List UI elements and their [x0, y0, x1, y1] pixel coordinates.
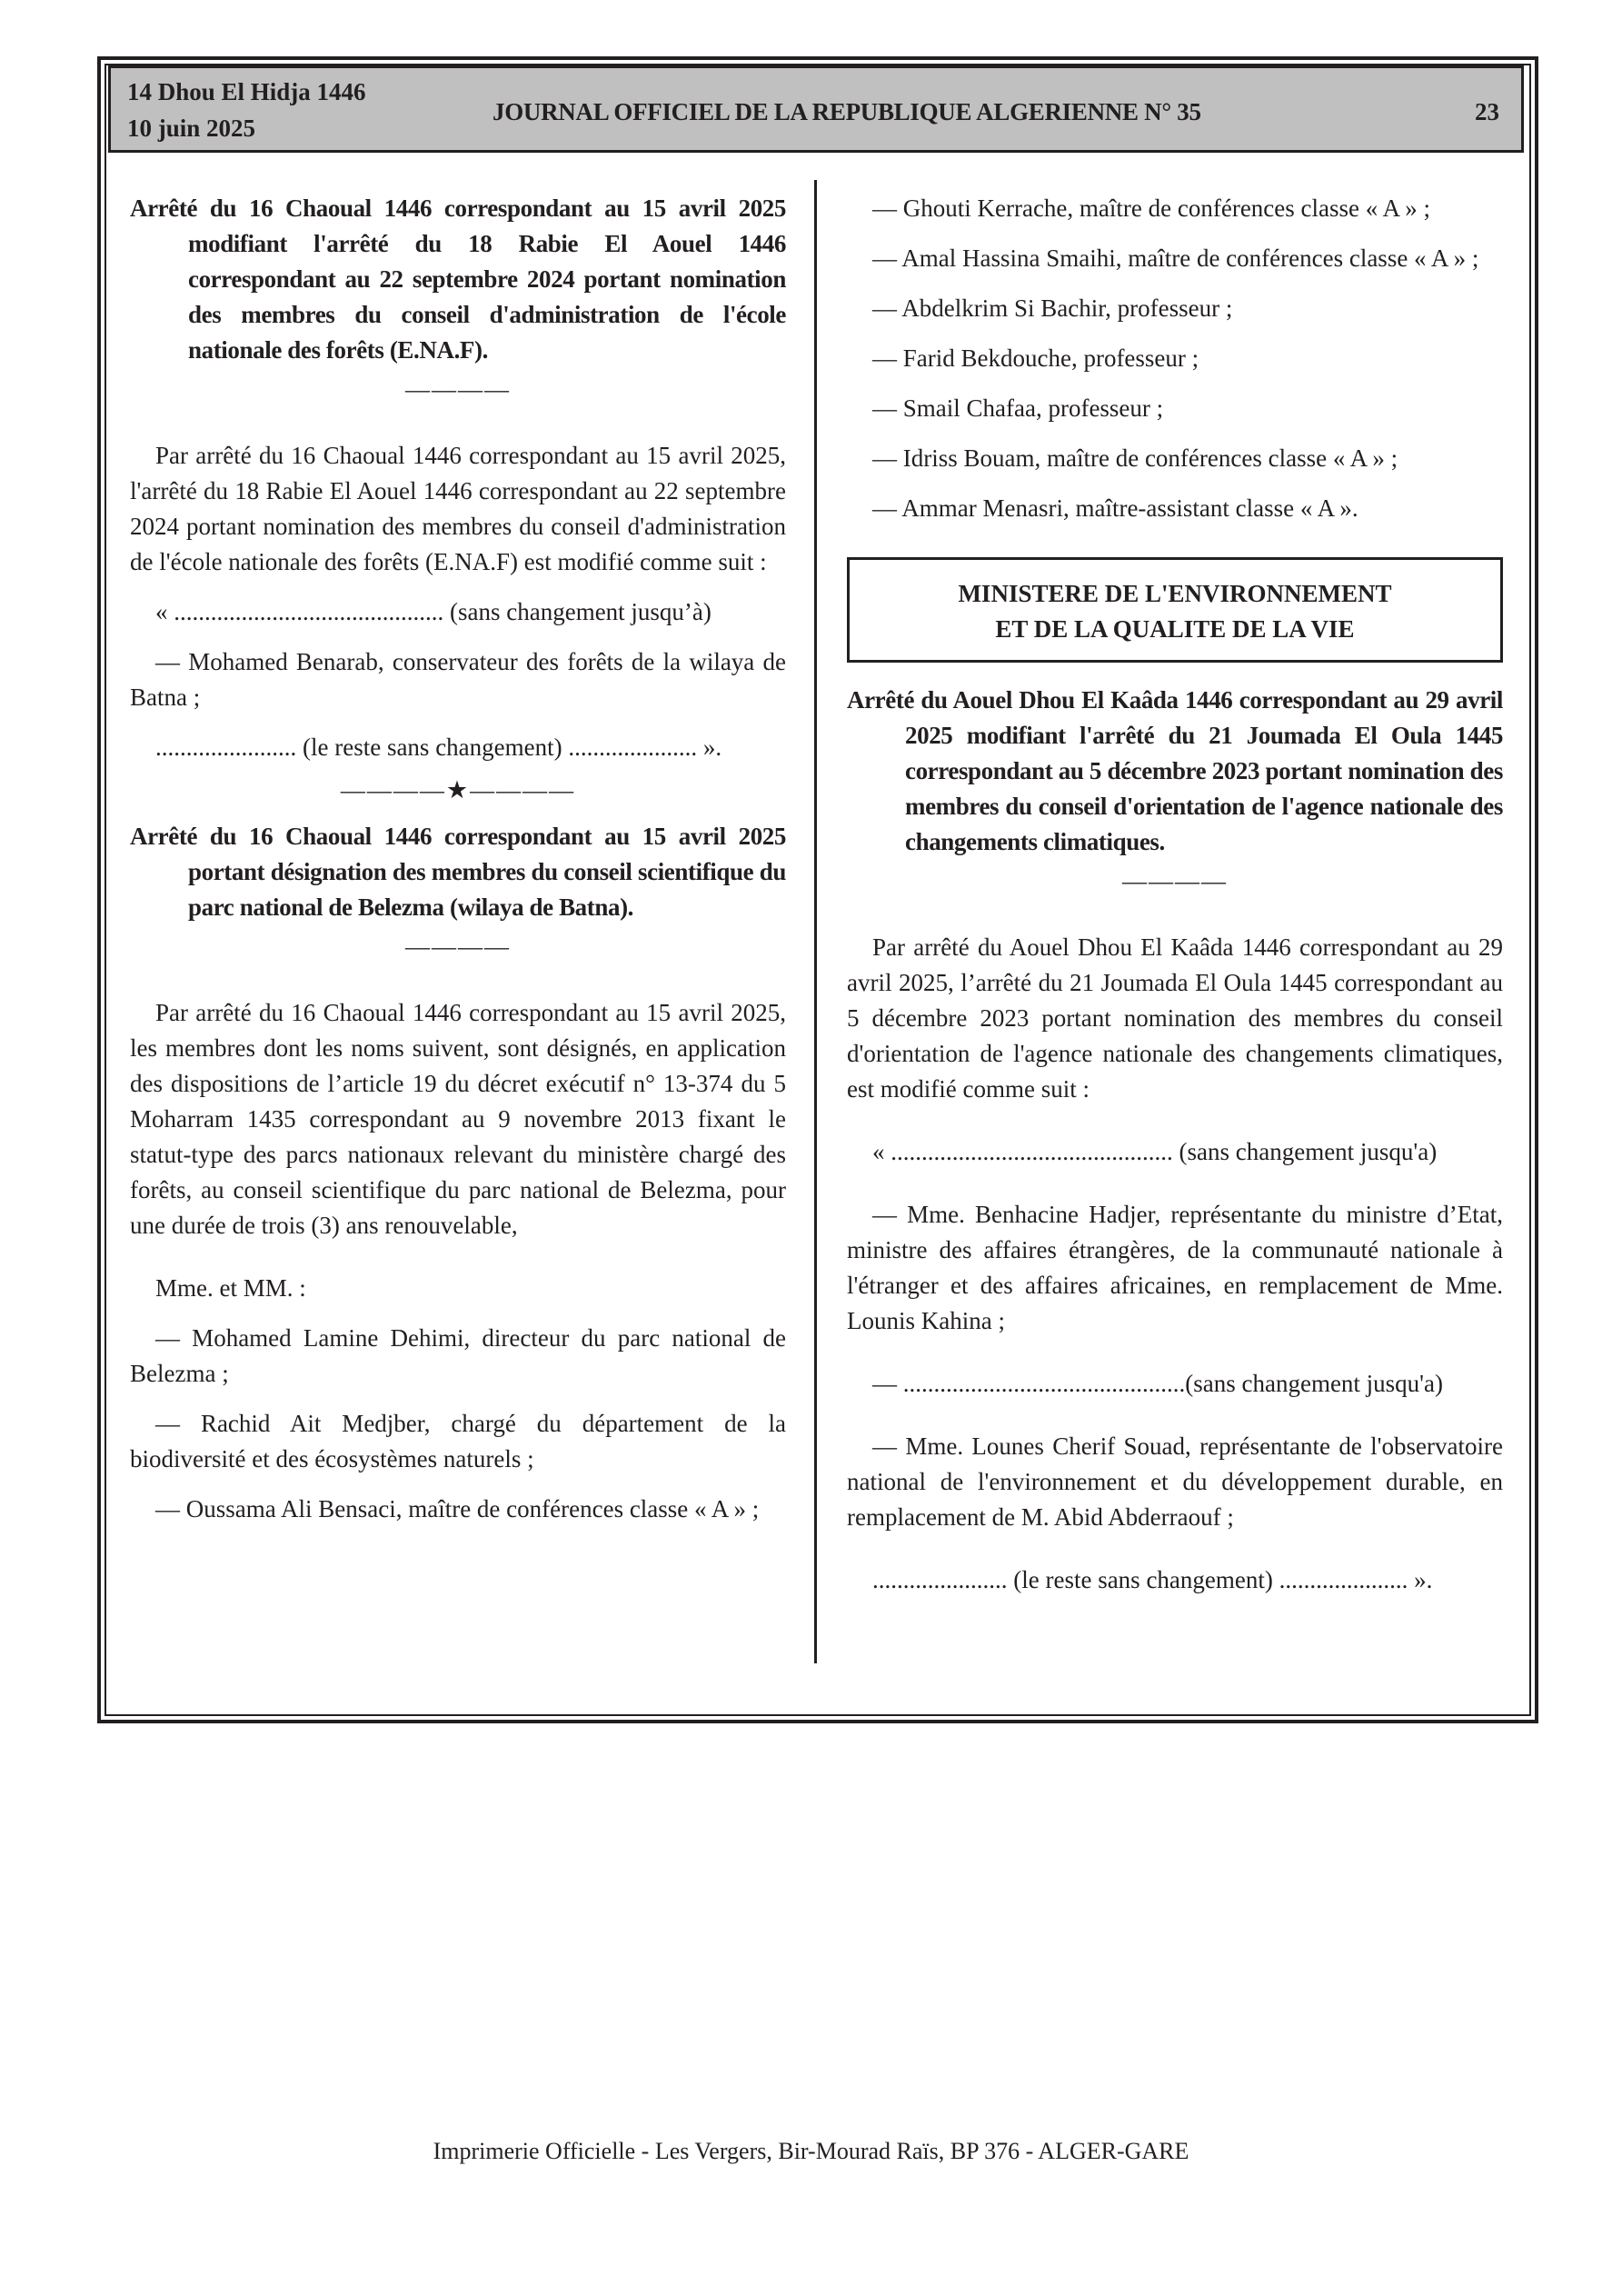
unchanged-line: « ............................................ (sans changement jusqu’à) — [155, 598, 711, 625]
decree-heading: Arrêté du 16 Chaoual 1446 correspondant au 15 avril 2025 modifiant l'arrêté du 18 Rabie El Aouel 1446 correspondant au 22 septembre 2024 portant nomination des membres du conseil d'administration de l'école nationale des forêts (E.NA.F). — [130, 195, 786, 364]
member-item: — Abdelkrim Si Bachir, professeur ; — [872, 294, 1233, 322]
unchanged-line: « .............................................. (sans changement jusqu'a) — [872, 1138, 1438, 1165]
column-divider — [814, 180, 817, 1663]
member-item: — Mme. Lounes Cherif Souad, représentante de l'observatoire national de l'environnement et du développement durable, en remplacement de M. Abid Abderraouf ; — [847, 1433, 1503, 1531]
unchanged-line: — ..............................................(sans changement jusqu'a) — [872, 1370, 1444, 1397]
rest-unchanged-line: ....................... (le reste sans changement) ..................... ». — [155, 734, 722, 761]
hijri-date: 14 Dhou El Hidja 1446 — [127, 78, 366, 105]
decree-heading: Arrêté du 16 Chaoual 1446 correspondant au 15 avril 2025 portant désignation des membres du conseil scientifique du parc national de Belezma (wilaya de Batna). — [130, 823, 786, 921]
member-item: — Ammar Menasri, maître-assistant classe « A ». — [872, 494, 1358, 522]
member-item: — Rachid Ait Medjber, chargé du département de la biodiversité et des écosystèmes naturels ; — [130, 1410, 786, 1472]
star-separator: ————★———— — [340, 776, 576, 804]
paragraph: Par arrêté du 16 Chaoual 1446 correspondant au 15 avril 2025, les membres dont les noms suivent, sont désignés, en application des dispositions de l’article 19 du décret exécutif n° 13-374 du 5 Moharram 1435 correspondant au 9 novembre 2013 fixant le statut-type des parcs nationaux relevant du ministère chargé des forêts, au conseil scientifique du parc national de Belezma, pour une durée de trois (3) ans renouvelable, — [130, 999, 786, 1239]
member-item: — Smail Chafaa, professeur ; — [872, 394, 1164, 422]
ministry-title-line2: ET DE LA QUALITE DE LA VIE — [995, 615, 1355, 643]
member-item: — Ghouti Kerrache, maître de conférences classe « A » ; — [872, 195, 1431, 222]
page-number: 23 — [1475, 98, 1499, 125]
paragraph: Par arrêté du Aouel Dhou El Kaâda 1446 correspondant au 29 avril 2025, l’arrêté du 21 Joumada El Oula 1445 correspondant au 5 décembre 2023 portant nomination des membres du conseil d'orientation de l'agence nationale des changements climatiques, est modifié comme suit : — [847, 933, 1503, 1103]
member-item: — Oussama Ali Bensaci, maître de conférences classe « A » ; — [155, 1495, 760, 1522]
ministry-box — [847, 557, 1503, 663]
printer-footer: Imprimerie Officielle - Les Vergers, Bir-Mourad Raïs, BP 376 - ALGER-GARE — [433, 2138, 1189, 2164]
separator: ———— — [405, 375, 511, 403]
member-item: — Farid Bekdouche, professeur ; — [872, 344, 1199, 372]
journal-header — [108, 65, 1524, 153]
rest-unchanged-line: ...................... (le reste sans changement) ..................... ». — [872, 1566, 1433, 1593]
member-item: — Idriss Bouam, maître de conférences classe « A » ; — [872, 444, 1398, 472]
paragraph: Par arrêté du 16 Chaoual 1446 correspondant au 15 avril 2025, l'arrêté du 18 Rabie El Aouel 1446 correspondant au 22 septembre 2024 portant nomination des membres du conseil d'administration de l'école nationale des forêts (E.NA.F) est modifié comme suit : — [130, 442, 786, 575]
member-item: — Mohamed Lamine Dehimi, directeur du parc national de Belezma ; — [130, 1324, 786, 1387]
member-item: — Amal Hassina Smaihi, maître de conférences classe « A » ; — [872, 245, 1479, 272]
ministry-title-line1: MINISTERE DE L'ENVIRONNEMENT — [958, 580, 1392, 607]
left-column — [130, 191, 786, 1542]
journal-title: JOURNAL OFFICIEL DE LA REPUBLIQUE ALGERIENNE N° 35 — [493, 98, 1201, 125]
member-item: — Mohamed Benarab, conservateur des forêts de la wilaya de Batna ; — [130, 648, 786, 711]
gregorian-date: 10 juin 2025 — [127, 115, 256, 142]
separator: ———— — [1122, 867, 1228, 894]
right-column — [847, 191, 1503, 1612]
member-item: — Mme. Benhacine Hadjer, représentante du ministre d’Etat, ministre des affaires étrangères, de la communauté nationale à l'étranger et des affaires africaines, en remplacement de Mme. Lounis Kahina ; — [847, 1201, 1503, 1334]
header-dates — [127, 74, 366, 146]
salutation: Mme. et MM. : — [155, 1274, 306, 1302]
separator: ———— — [405, 933, 511, 960]
decree-heading: Arrêté du Aouel Dhou El Kaâda 1446 correspondant au 29 avril 2025 modifiant l'arrêté du 21 Joumada El Oula 1445 correspondant au 5 décembre 2023 portant nomination des membres du conseil d'orientation de l'agence nationale des changements climatiques. — [847, 686, 1503, 855]
